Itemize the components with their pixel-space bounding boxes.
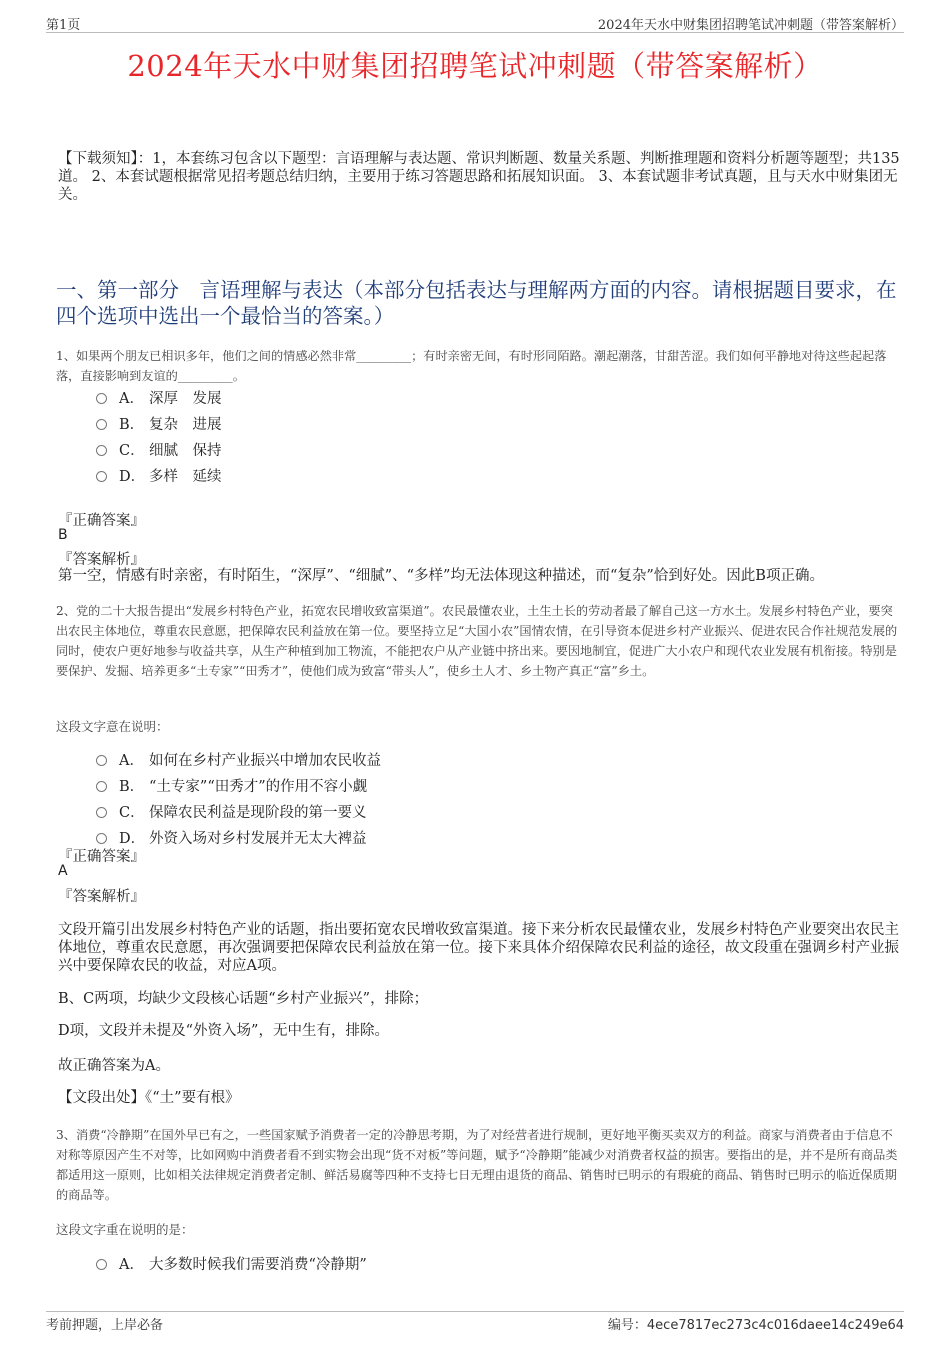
radio-icon[interactable] — [96, 419, 107, 430]
header-divider — [46, 32, 904, 33]
q2-option-a[interactable]: A． 如何在乡村产业振兴中增加农民收益 — [96, 751, 381, 771]
footer-code-value: 4ece7817ec273c4c016daee14c249e64 — [646, 1318, 904, 1333]
header-doc-title: 2024年天水中财集团招聘笔试冲刺题（带答案解析） — [597, 18, 904, 33]
q1-analysis-label: 『答案解析』 — [58, 552, 145, 568]
q2-lead: 这段文字意在说明： — [56, 719, 169, 734]
footer-code-label: 编号： — [607, 1318, 647, 1333]
download-notice: 【下载须知】：1，本套练习包含以下题型：言语理解与表达题、常识判断题、数量关系题、判断推理题和资料分析题等题型；共135道。 2、本套试题根据常见招考题总结归纳，主要用于练习答题思路和拓展知识面。 3、本套试题非考试真题，且与天水中财集团无关。 — [58, 151, 900, 203]
q1-analysis: 第一空，情感有时亲密，有时陌生，“深厚”、“细腻”、“多样”均无法体现这种描述，而“复杂”恰到好处。因此B项正确。 — [58, 568, 824, 584]
q2-option-d[interactable]: D． 外资入场对乡村发展并无太大裨益 — [96, 829, 367, 849]
footer-code — [608, 1314, 904, 1333]
q1-option-d[interactable]: D． 多样 延续 — [96, 467, 222, 487]
question-2-text: 2、党的二十大报告提出“发展乡村特色产业，拓宽农民增收致富渠道”。农民最懂农业，土生土长的劳动者最了解自己这一方水土。发展乡村特色产业，要突出农民主体地位，尊重农民意愿，把保障农民利益放在第一位。要坚持立足“大国小农”国情农情，在引导资本促进乡村产业振兴、促进农民合作社规范发展的同时，使农户更好地参与收益共享，从生产种植到加工物流，不能把农户从产业链中挤出来。要因地制宜，促进广大小农户和现代农业发展有机衔接。特别是要保护、发掘、培养更多“土专家”“田秀才”，使他们成为致富“带头人”，使乡土人才、乡土物产真正“富”乡土。 — [56, 604, 898, 678]
q2-answer: A — [58, 863, 68, 879]
radio-icon[interactable] — [96, 1259, 107, 1270]
radio-icon[interactable] — [96, 781, 107, 792]
q2-analysis-main: 文段开篇引出发展乡村特色产业的话题，指出要拓宽农民增收致富渠道。接下来分析农民最懂农业，发展乡村特色产业要突出农民主体地位，尊重农民意愿，再次强调要把保障农民利益放在第一位。接下来具体介绍保障农民利益的途径，故文段重在强调乡村产业振兴中要保障农民的收益，对应A项。 — [58, 922, 899, 974]
footer-divider — [46, 1311, 904, 1312]
q3-option-a[interactable]: A． 大多数时候我们需要消费“冷静期” — [96, 1255, 367, 1275]
radio-icon[interactable] — [96, 833, 107, 844]
q1-answer-label: 『正确答案』 — [58, 513, 145, 529]
q2-analysis-source: 【文段出处】《“土”要有根》 — [58, 1090, 240, 1106]
radio-icon[interactable] — [96, 445, 107, 456]
radio-icon[interactable] — [96, 393, 107, 404]
q2-analysis-conclusion: 故正确答案为A。 — [58, 1058, 170, 1074]
q2-answer-label: 『正确答案』 — [58, 849, 145, 865]
radio-icon[interactable] — [96, 471, 107, 482]
section-heading: 一、第一部分 言语理解与表达（本部分包括表达与理解两方面的内容。请根据题目要求，在四个选项中选出一个最恰当的答案。） — [56, 278, 897, 328]
q3-lead: 这段文字重在说明的是： — [56, 1222, 194, 1237]
q2-analysis-d: D项，文段并未提及“外资入场”，无中生有，排除。 — [58, 1023, 389, 1039]
q2-option-c[interactable]: C． 保障农民利益是现阶段的第一要义 — [96, 803, 367, 823]
q1-option-c[interactable]: C． 细腻 保持 — [96, 441, 222, 461]
q1-option-b[interactable]: B． 复杂 进展 — [96, 415, 222, 435]
q2-analysis-bc: B、C两项，均缺少文段核心话题“乡村产业振兴”，排除； — [58, 991, 429, 1007]
question-3-text: 3、消费“冷静期”在国外早已有之，一些国家赋予消费者一定的冷静思考期，为了对经营者进行规制，更好地平衡买卖双方的利益。商家与消费者由于信息不对称等原因产生不对等，比如网购中消费者看不到实物会出现“货不对板”等问题，赋予“冷静期”能减少对消费者权益的损害。要指出的是，并不是所有商品类都适用这一原则，比如相关法律规定消费者定制、鲜活易腐等四种不支持七日无理由退货的商品、销售时已明示的有瑕疵的商品、销售时已明示的临近保质期的商品等。 — [56, 1128, 898, 1202]
footer-slogan: 考前押题，上岸必备 — [46, 1318, 164, 1333]
q1-option-a[interactable]: A． 深厚 发展 — [96, 389, 222, 409]
q2-analysis-label: 『答案解析』 — [58, 889, 145, 905]
radio-icon[interactable] — [96, 755, 107, 766]
page-title: 2024年天水中财集团招聘笔试冲刺题（带答案解析） — [127, 49, 823, 83]
question-1-text: 1、如果两个朋友已相识多年，他们之间的情感必然非常_________；有时亲密无间，有时形同陌路。潮起潮落，甘甜苦涩。我们如何平静地对待这些起起落落，直接影响到友谊的_________。 — [56, 349, 887, 383]
q2-option-b[interactable]: B． “土专家”“田秀才”的作用不容小觑 — [96, 777, 367, 797]
radio-icon[interactable] — [96, 807, 107, 818]
page-number: 第1页 — [46, 18, 81, 33]
q1-answer: B — [58, 527, 68, 543]
